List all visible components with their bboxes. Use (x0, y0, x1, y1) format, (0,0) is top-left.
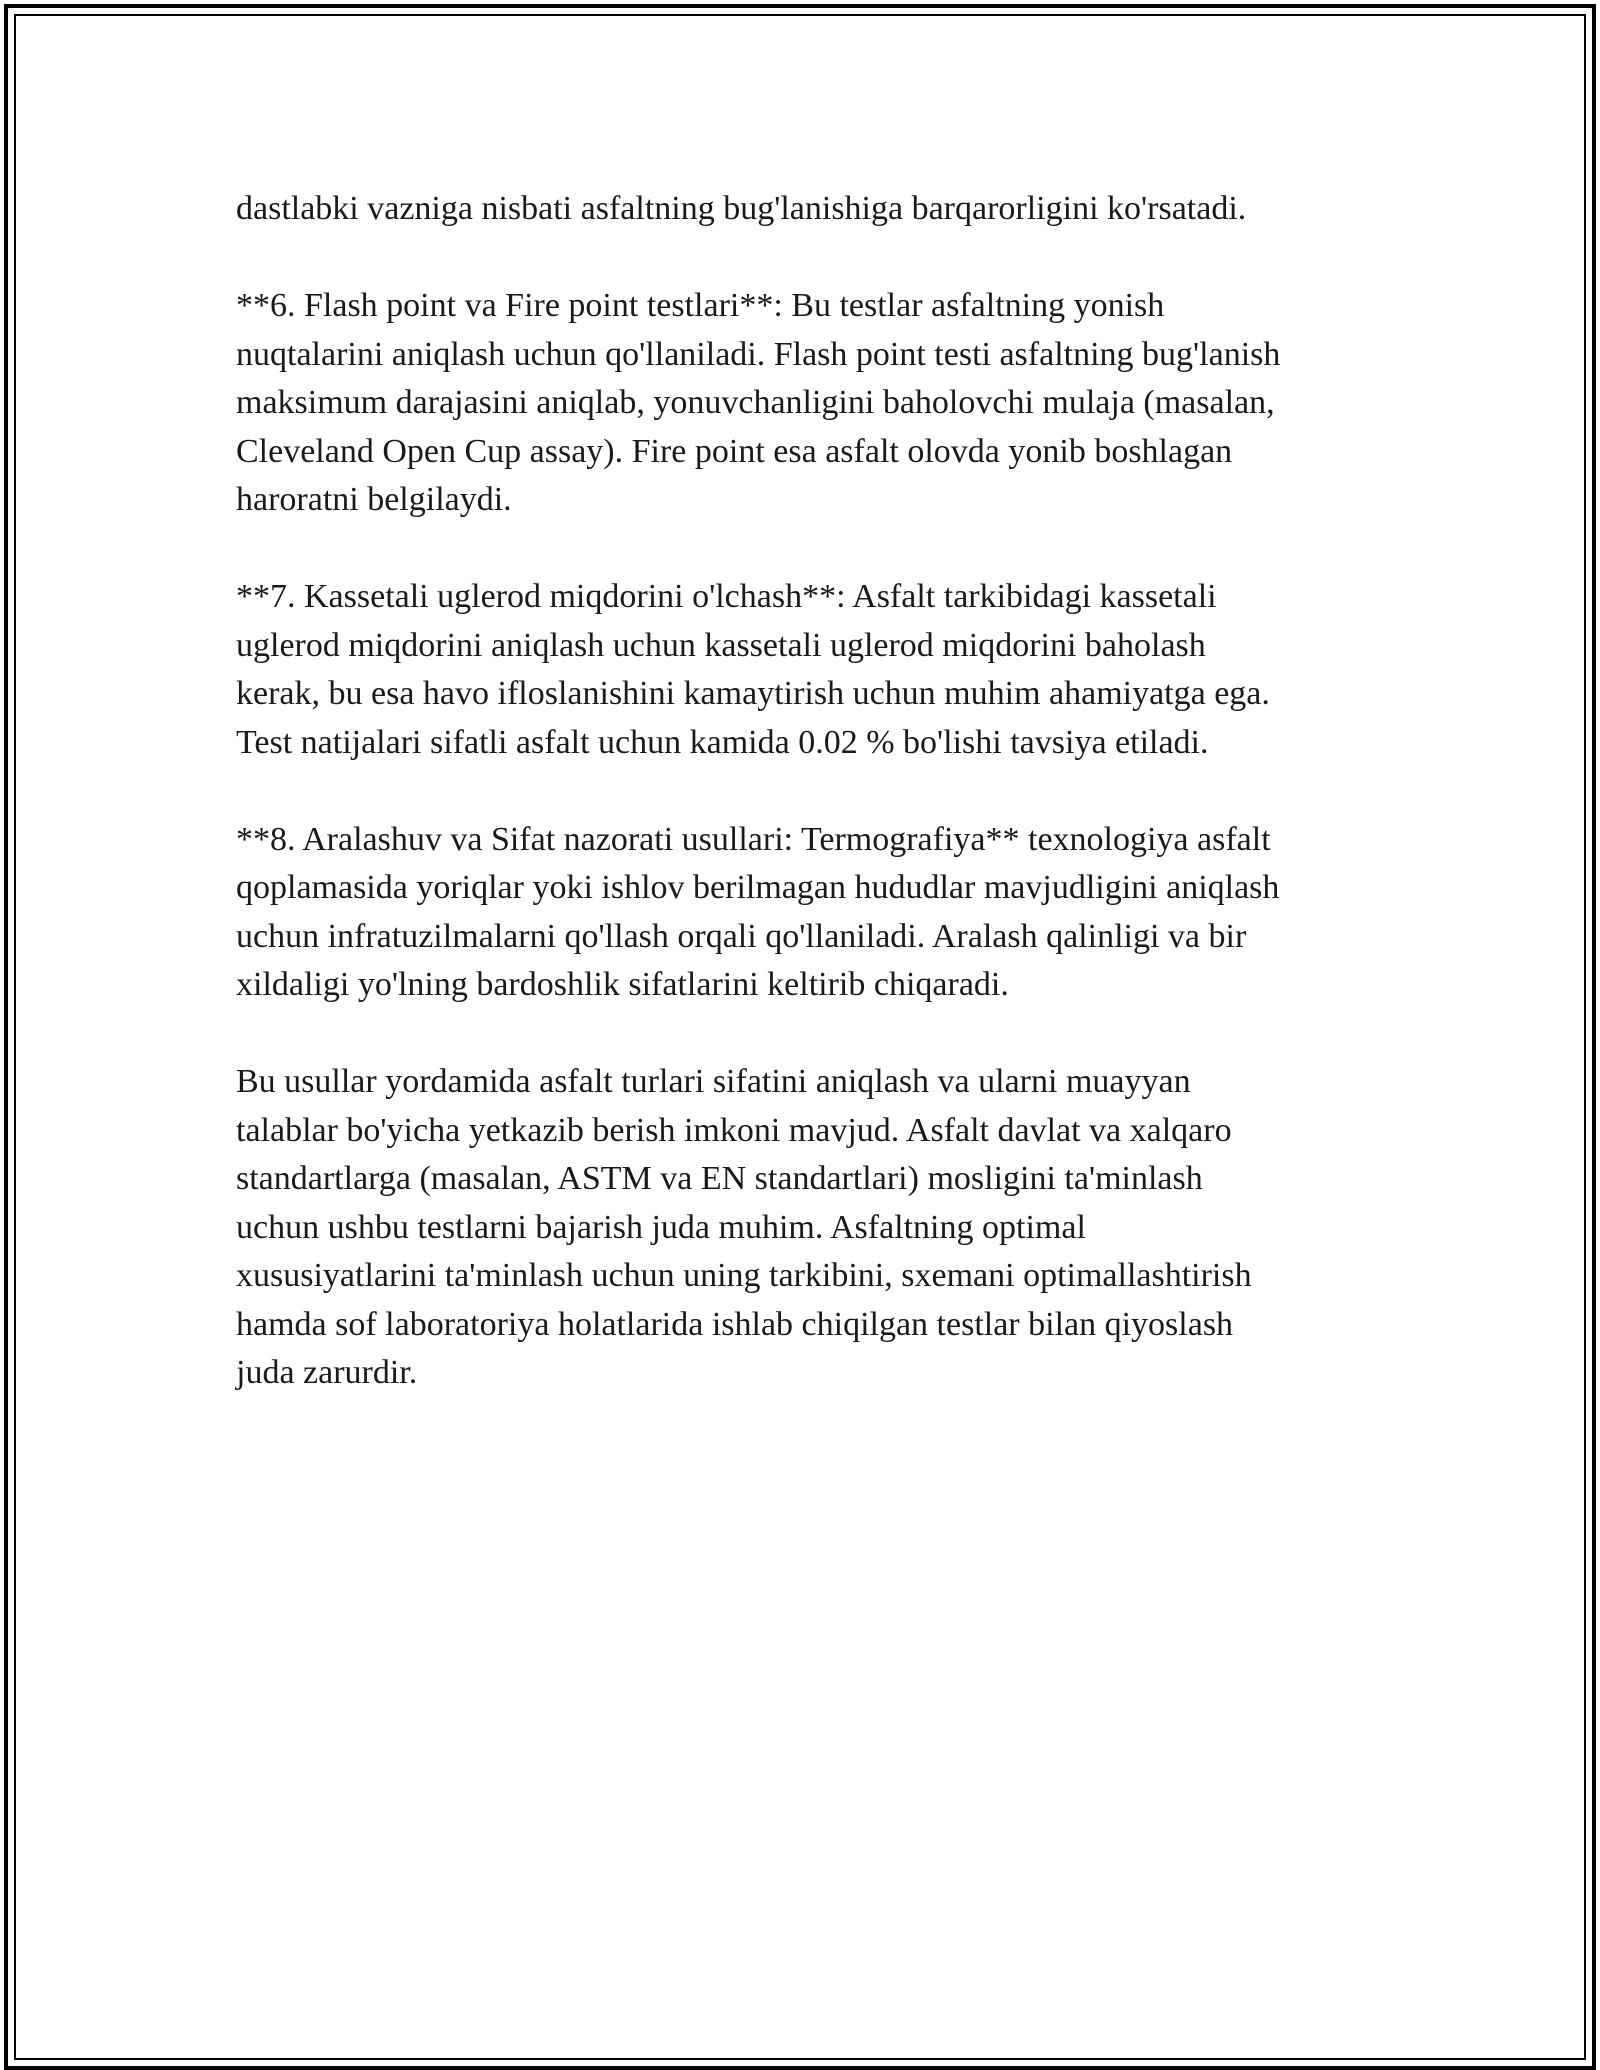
paragraph-quality-control: **8. Aralashuv va Sifat nazorati usullari: Termografiya** texnologiya asfalt qoplamasida yoriqlar yoki ishlov berilmagan hududlar mavjudligini aniqlash uchun infratuzilmalarni qo'llash orqali qo'llaniladi. Aralash qalinligi va bir xildaligi yo'lning bardoshlik sifatlarini keltirib chiqaradi. (236, 820, 1280, 1003)
document-body (236, 185, 1366, 1446)
paragraph-conclusion: Bu usullar yordamida asfalt turlari sifatini aniqlash va ularni muayyan talablar bo'yicha yetkazib berish imkoni mavjud. Asfalt davlat va xalqaro standartlarga (masalan, ASTM va EN standartlari) mosligini ta'minlash uchun ushbu testlarni bajarish juda muhim. Asfaltning optimal xususiyatlarini ta'minlash uchun uning tarkibini, sxemani optimallashtirish hamda sof laboratoriya holatlarida ishlab chiqilgan testlar bilan qiyoslash juda zarurdir. (236, 1063, 1252, 1391)
paragraph-continuation: dastlabki vazniga nisbati asfaltning bug'lanishiga barqarorligini ko'rsatadi. (236, 190, 1247, 227)
paragraph-carbon-measurement: **7. Kassetali uglerod miqdorini o'lchash**: Asfalt tarkibidagi kassetali uglerod miqdorini aniqlash uchun kassetali uglerod miqdorini baholash kerak, bu esa havo ifloslanishini kamaytirish uchun muhim ahamiyatga ega. Test natijalari sifatli asfalt uchun kamida 0.02 % bo'lishi tavsiya etiladi. (236, 578, 1270, 761)
paragraph-flash-fire-point: **6. Flash point va Fire point testlari**: Bu testlar asfaltning yonish nuqtalarini aniqlash uchun qo'llaniladi. Flash point testi asfaltning bug'lanish maksimum darajasini aniqlab, yonuvchanligini baholovchi mulaja (masalan, Cleveland Open Cup assay). Fire point esa asfalt olovda yonib boshlagan haroratni belgilaydi. (236, 287, 1281, 518)
